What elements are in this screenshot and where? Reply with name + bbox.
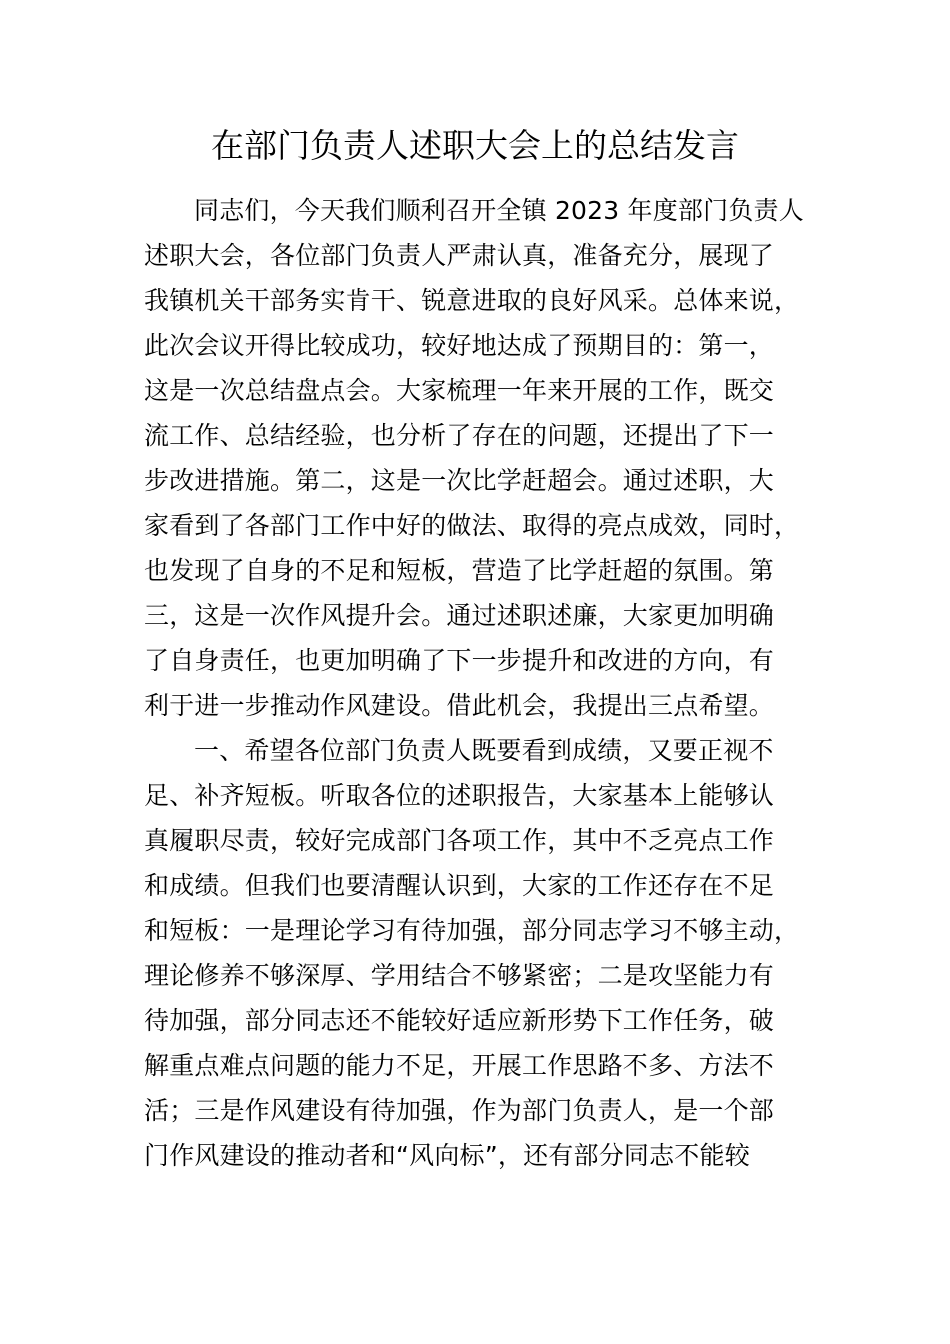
paragraph-line: 同志们，今天我们顺利召开全镇 2023 年度部门负责人 xyxy=(194,196,804,225)
paragraph-line: 流工作、总结经验，也分析了存在的问题，还提出了下一 xyxy=(144,421,775,450)
paragraph-line: 利于进一步推动作风建设。借此机会，我提出三点希望。 xyxy=(144,691,775,720)
paragraph-line: 和成绩。但我们也要清醒认识到，大家的工作还存在不足 xyxy=(144,871,775,900)
paragraph-line: 活；三是作风建设有待加强，作为部门负责人，是一个部 xyxy=(144,1096,775,1125)
paragraph-line: 一、希望各位部门负责人既要看到成绩，又要正视不 xyxy=(194,736,774,765)
paragraph-line: 门作风建设的推动者和“风向标”，还有部分同志不能较 xyxy=(144,1141,750,1170)
document-body xyxy=(144,188,809,1178)
paragraph-line: 待加强，部分同志还不能较好适应新形势下工作任务，破 xyxy=(144,1006,775,1035)
paragraph-line: 述职大会，各位部门负责人严肃认真，准备充分，展现了 xyxy=(144,241,775,270)
paragraph-line: 了自身责任，也更加明确了下一步提升和改进的方向，有 xyxy=(144,646,775,675)
document-title: 在部门负责人述职大会上的总结发言 xyxy=(211,126,739,165)
paragraph-line: 此次会议开得比较成功，较好地达成了预期目的：第一， xyxy=(144,331,775,360)
paragraph-line: 我镇机关干部务实肯干、锐意进取的良好风采。总体来说， xyxy=(144,286,800,315)
paragraph-line: 三，这是一次作风提升会。通过述职述廉，大家更加明确 xyxy=(144,601,775,630)
paragraph-line: 足、补齐短板。听取各位的述职报告，大家基本上能够认 xyxy=(144,781,775,810)
paragraph-line: 也发现了自身的不足和短板，营造了比学赶超的氛围。第 xyxy=(144,556,775,585)
paragraph-line: 真履职尽责，较好完成部门各项工作，其中不乏亮点工作 xyxy=(144,826,775,855)
paragraph-line: 和短板：一是理论学习有待加强，部分同志学习不够主动， xyxy=(144,916,800,945)
paragraph-line: 步改进措施。第二，这是一次比学赶超会。通过述职，大 xyxy=(144,466,775,495)
paragraph-line: 解重点难点问题的能力不足，开展工作思路不多、方法不 xyxy=(144,1051,775,1080)
paragraph-line: 理论修养不够深厚、学用结合不够紧密；二是攻坚能力有 xyxy=(144,961,775,990)
paragraph-line: 这是一次总结盘点会。大家梳理一年来开展的工作，既交 xyxy=(144,376,775,405)
paragraph-line: 家看到了各部门工作中好的做法、取得的亮点成效，同时， xyxy=(144,511,800,540)
